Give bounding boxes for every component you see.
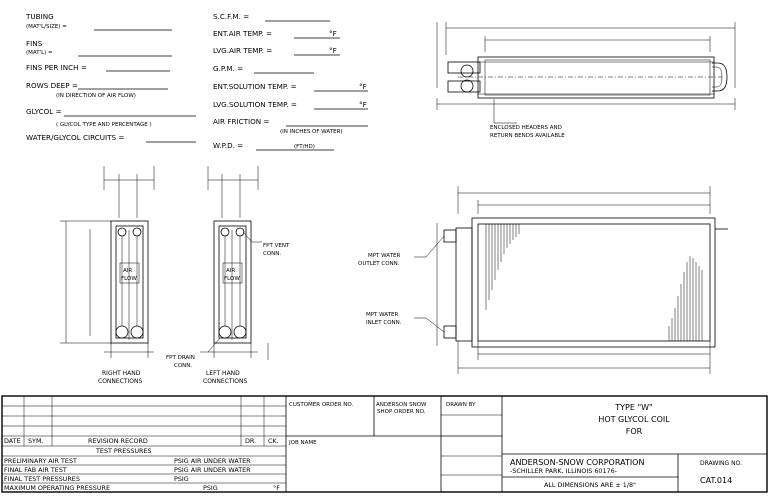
test-row-value: PSIG xyxy=(174,475,189,483)
drawing-no-label: DRAWING NO. xyxy=(700,460,742,467)
shop-order-label-1: ANDERSON SNOW xyxy=(376,402,427,408)
fpt-vent-label-1: FPT VENT xyxy=(263,243,290,249)
enclosed-headers-note: ENCLOSED HEADERS AND xyxy=(490,125,562,131)
test-row-value: PSIG xyxy=(203,484,218,492)
shop-order-label-2: SHOP ORDER NO. xyxy=(377,409,426,415)
revision-record xyxy=(4,437,279,445)
mpt-inlet-label-2: INLET CONN. xyxy=(366,320,402,326)
coil-for-title: FOR xyxy=(625,427,643,436)
lvg-solution-deg: °F xyxy=(359,100,367,109)
test-row-label: FINAL FAB AIR TEST xyxy=(4,466,67,474)
right-hand-label-2: CONNECTIONS xyxy=(98,378,143,385)
rev-ck-header: CK. xyxy=(268,437,279,445)
top-view-drawing xyxy=(437,22,735,139)
mpt-outlet-label-2: OUTLET CONN. xyxy=(358,261,400,267)
drawing-title-block xyxy=(510,403,742,489)
air-friction-sub: (IN INCHES OF WATER) xyxy=(280,129,343,135)
fpt-drain-label-2: CONN. xyxy=(174,363,193,369)
tubing-label: TUBING xyxy=(26,12,54,21)
company-name: ANDERSON-SNOW CORPORATION xyxy=(510,458,645,467)
spec-fields-left xyxy=(25,12,196,142)
drawing-no-value: CAT.014 xyxy=(700,476,733,485)
fins-label: FINS xyxy=(26,39,43,48)
fins-sub: (MAT'L) = xyxy=(26,50,53,56)
fins-per-inch-label: FINS PER INCH = xyxy=(26,63,87,72)
tolerance-note: ALL DIMENSIONS ARE ± 1/8" xyxy=(544,481,636,489)
left-hand-side-view xyxy=(166,166,290,385)
test-row-label: MAXIMUM OPERATING PRESSURE xyxy=(4,484,111,492)
rev-record-header: REVISION RECORD xyxy=(88,437,148,445)
air-label-lh: AIR xyxy=(226,268,236,274)
drawn-by-label: DRAWN BY xyxy=(446,402,476,408)
coil-type-title: TYPE "W" xyxy=(615,403,653,412)
rows-deep-sub: (IN DIRECTION OF AIR FLOW) xyxy=(56,93,136,99)
test-row-label: FINAL TEST PRESSURES xyxy=(4,475,80,483)
ent-air-temp-label: ENT.AIR TEMP. = xyxy=(213,29,272,38)
lvg-air-temp-label: LVG.AIR TEMP. = xyxy=(213,46,273,55)
fpt-drain-label-1: FPT DRAIN xyxy=(166,355,195,361)
gpm-label: G.P.M. = xyxy=(213,64,244,73)
lvg-solution-temp-label: LVG.SOLUTION TEMP. = xyxy=(213,100,297,109)
return-bends-note: RETURN BENDS AVAILABLE xyxy=(490,133,565,139)
test-row-value: PSIG AIR UNDER WATER xyxy=(174,457,251,465)
rev-date-header: DATE xyxy=(4,437,21,445)
circuits-label: WATER/GLYCOL CIRCUITS = xyxy=(26,133,125,142)
left-hand-label-2: CONNECTIONS xyxy=(203,378,248,385)
air-friction-label: AIR FRICTION = xyxy=(213,117,270,126)
ent-solution-deg: °F xyxy=(359,82,367,91)
fin-hatch-left xyxy=(486,224,519,310)
test-pressures-title: TEST PRESSURES xyxy=(96,447,152,455)
test-row-label: PRELIMINARY AIR TEST xyxy=(4,457,77,465)
rows-deep-label: ROWS DEEP = xyxy=(26,81,78,90)
mpt-outlet-label-1: MPT WATER xyxy=(368,253,401,259)
fpt-vent-label-2: CONN. xyxy=(263,251,282,257)
customer-order-label: CUSTOMER ORDER NO. xyxy=(289,402,354,408)
test-row-value: PSIG AIR UNDER WATER xyxy=(174,466,251,474)
glycol-label: GLYCOL = xyxy=(26,107,62,116)
right-hand-side-view xyxy=(60,166,154,385)
glycol-sub: ( GLYCOL TYPE AND PERCENTAGE ) xyxy=(56,122,152,128)
test-pressures-table xyxy=(4,447,280,492)
left-hand-label-1: LEFT HAND xyxy=(206,370,240,377)
coil-name-title: HOT GLYCOL COIL xyxy=(598,415,670,424)
header-connection-icon xyxy=(461,65,473,77)
air-label-rh: AIR xyxy=(123,268,133,274)
test-row-unit: °F xyxy=(273,484,280,492)
lvg-air-deg: °F xyxy=(329,46,337,55)
flow-label-lh: FLOW xyxy=(224,276,240,282)
ent-air-deg: °F xyxy=(329,29,337,38)
flow-label-rh: FLOW xyxy=(121,276,137,282)
wpd-unit: (FT/HD) xyxy=(294,144,315,150)
job-name-label: JOB NAME xyxy=(289,440,317,446)
wpd-label: W.P.D. = xyxy=(213,141,244,150)
tubing-sub: (MAT'L/SIZE) = xyxy=(26,24,67,30)
ent-solution-temp-label: ENT.SOLUTION TEMP. = xyxy=(213,82,297,91)
header-connection-icon xyxy=(461,80,473,92)
order-info xyxy=(288,402,476,446)
rev-sym-header: SYM. xyxy=(28,437,44,445)
fin-hatch-right xyxy=(669,256,702,341)
scfm-label: S.C.F.M. = xyxy=(213,12,250,21)
company-address: -SCHILLER PARK, ILLINOIS 60176- xyxy=(510,467,617,475)
spec-fields-right xyxy=(213,12,368,150)
front-elevation-drawing xyxy=(358,186,728,374)
right-hand-label-1: RIGHT HAND xyxy=(102,370,141,377)
mpt-inlet-label-1: MPT WATER xyxy=(366,312,399,318)
rev-dr-header: DR. xyxy=(245,437,257,445)
